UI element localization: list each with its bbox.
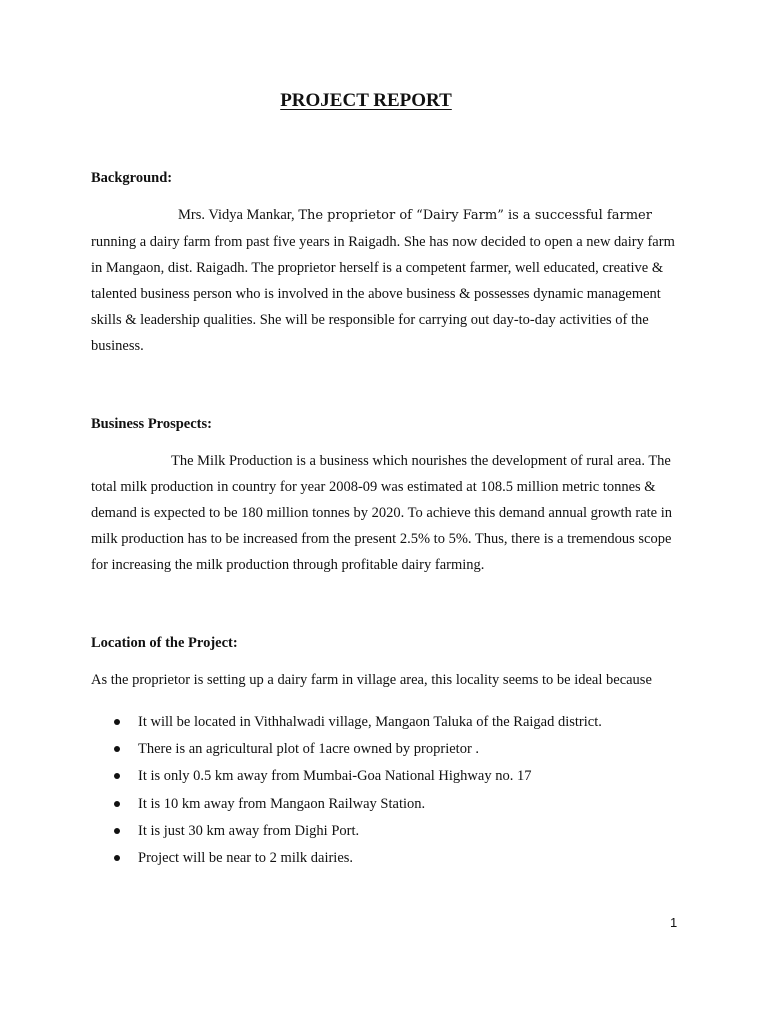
prospects-heading: Business Prospects: [91,416,212,432]
background-first-line-alt: The proprietor of “Dairy Farm” is a successful farmer [298,208,652,223]
bullet-icon [114,855,120,861]
list-item [114,763,602,790]
background-paragraph [91,202,681,359]
prospects-text: The Milk Production is a business which nourishes the development of rural area. The total milk production in country for year 2008-09 was estimated at 108.5 million metric tonnes & demand is expected to be 180 million tonnes by 2020. To achieve this demand annual growth rate in milk production has to be increased from the present 2.5% to 5%. Thus, there is a tremendous scope for increasing the milk production through profitable dairy farming. [91,453,672,573]
page-title: PROJECT REPORT [280,90,452,111]
background-first-line-serif: Mrs. Vidya Mankar, [178,207,295,223]
list-item-text: It will be located in Vithhalwadi village, Mangaon Taluka of the Raigad district. [138,714,602,730]
background-heading: Background: [91,170,173,186]
bullet-icon [114,828,120,834]
list-item [114,709,602,736]
bullet-icon [114,746,120,752]
location-heading: Location of the Project: [91,635,238,651]
bullet-icon [114,773,120,779]
list-item [114,736,602,763]
list-item-text: There is an agricultural plot of 1acre owned by proprietor . [138,741,480,758]
list-item-text: It is only 0.5 km away from Mumbai-Goa National Highway no. 17 [138,768,532,785]
list-item [114,845,602,872]
prospects-paragraph [91,448,681,578]
list-item [114,791,602,818]
location-bullet-list [114,709,602,872]
bullet-icon [114,719,120,725]
page-number: 1 [670,915,678,930]
location-intro: As the proprietor is setting up a dairy farm in village area, this locality seems to be ideal because [91,672,652,688]
bullet-icon [114,801,120,807]
list-item-text: It is just 30 km away from Dighi Port. [138,822,360,839]
list-item-text: Project will be near to 2 milk dairies. [138,849,354,866]
background-rest: running a dairy farm from past five years in Raigadh. She has now decided to open a new dairy farm in Mangaon, dist. Raigadh. The proprietor herself is a competent farmer, well educated, creative & talented business person who is involved in the above business & possesses dynamic management skills & leadership qualities. She will be responsible for carrying out day-to-day activities of the business. [91,234,675,354]
list-item-text: It is 10 km away from Mangaon Railway Station. [138,795,426,812]
list-item [114,818,602,845]
